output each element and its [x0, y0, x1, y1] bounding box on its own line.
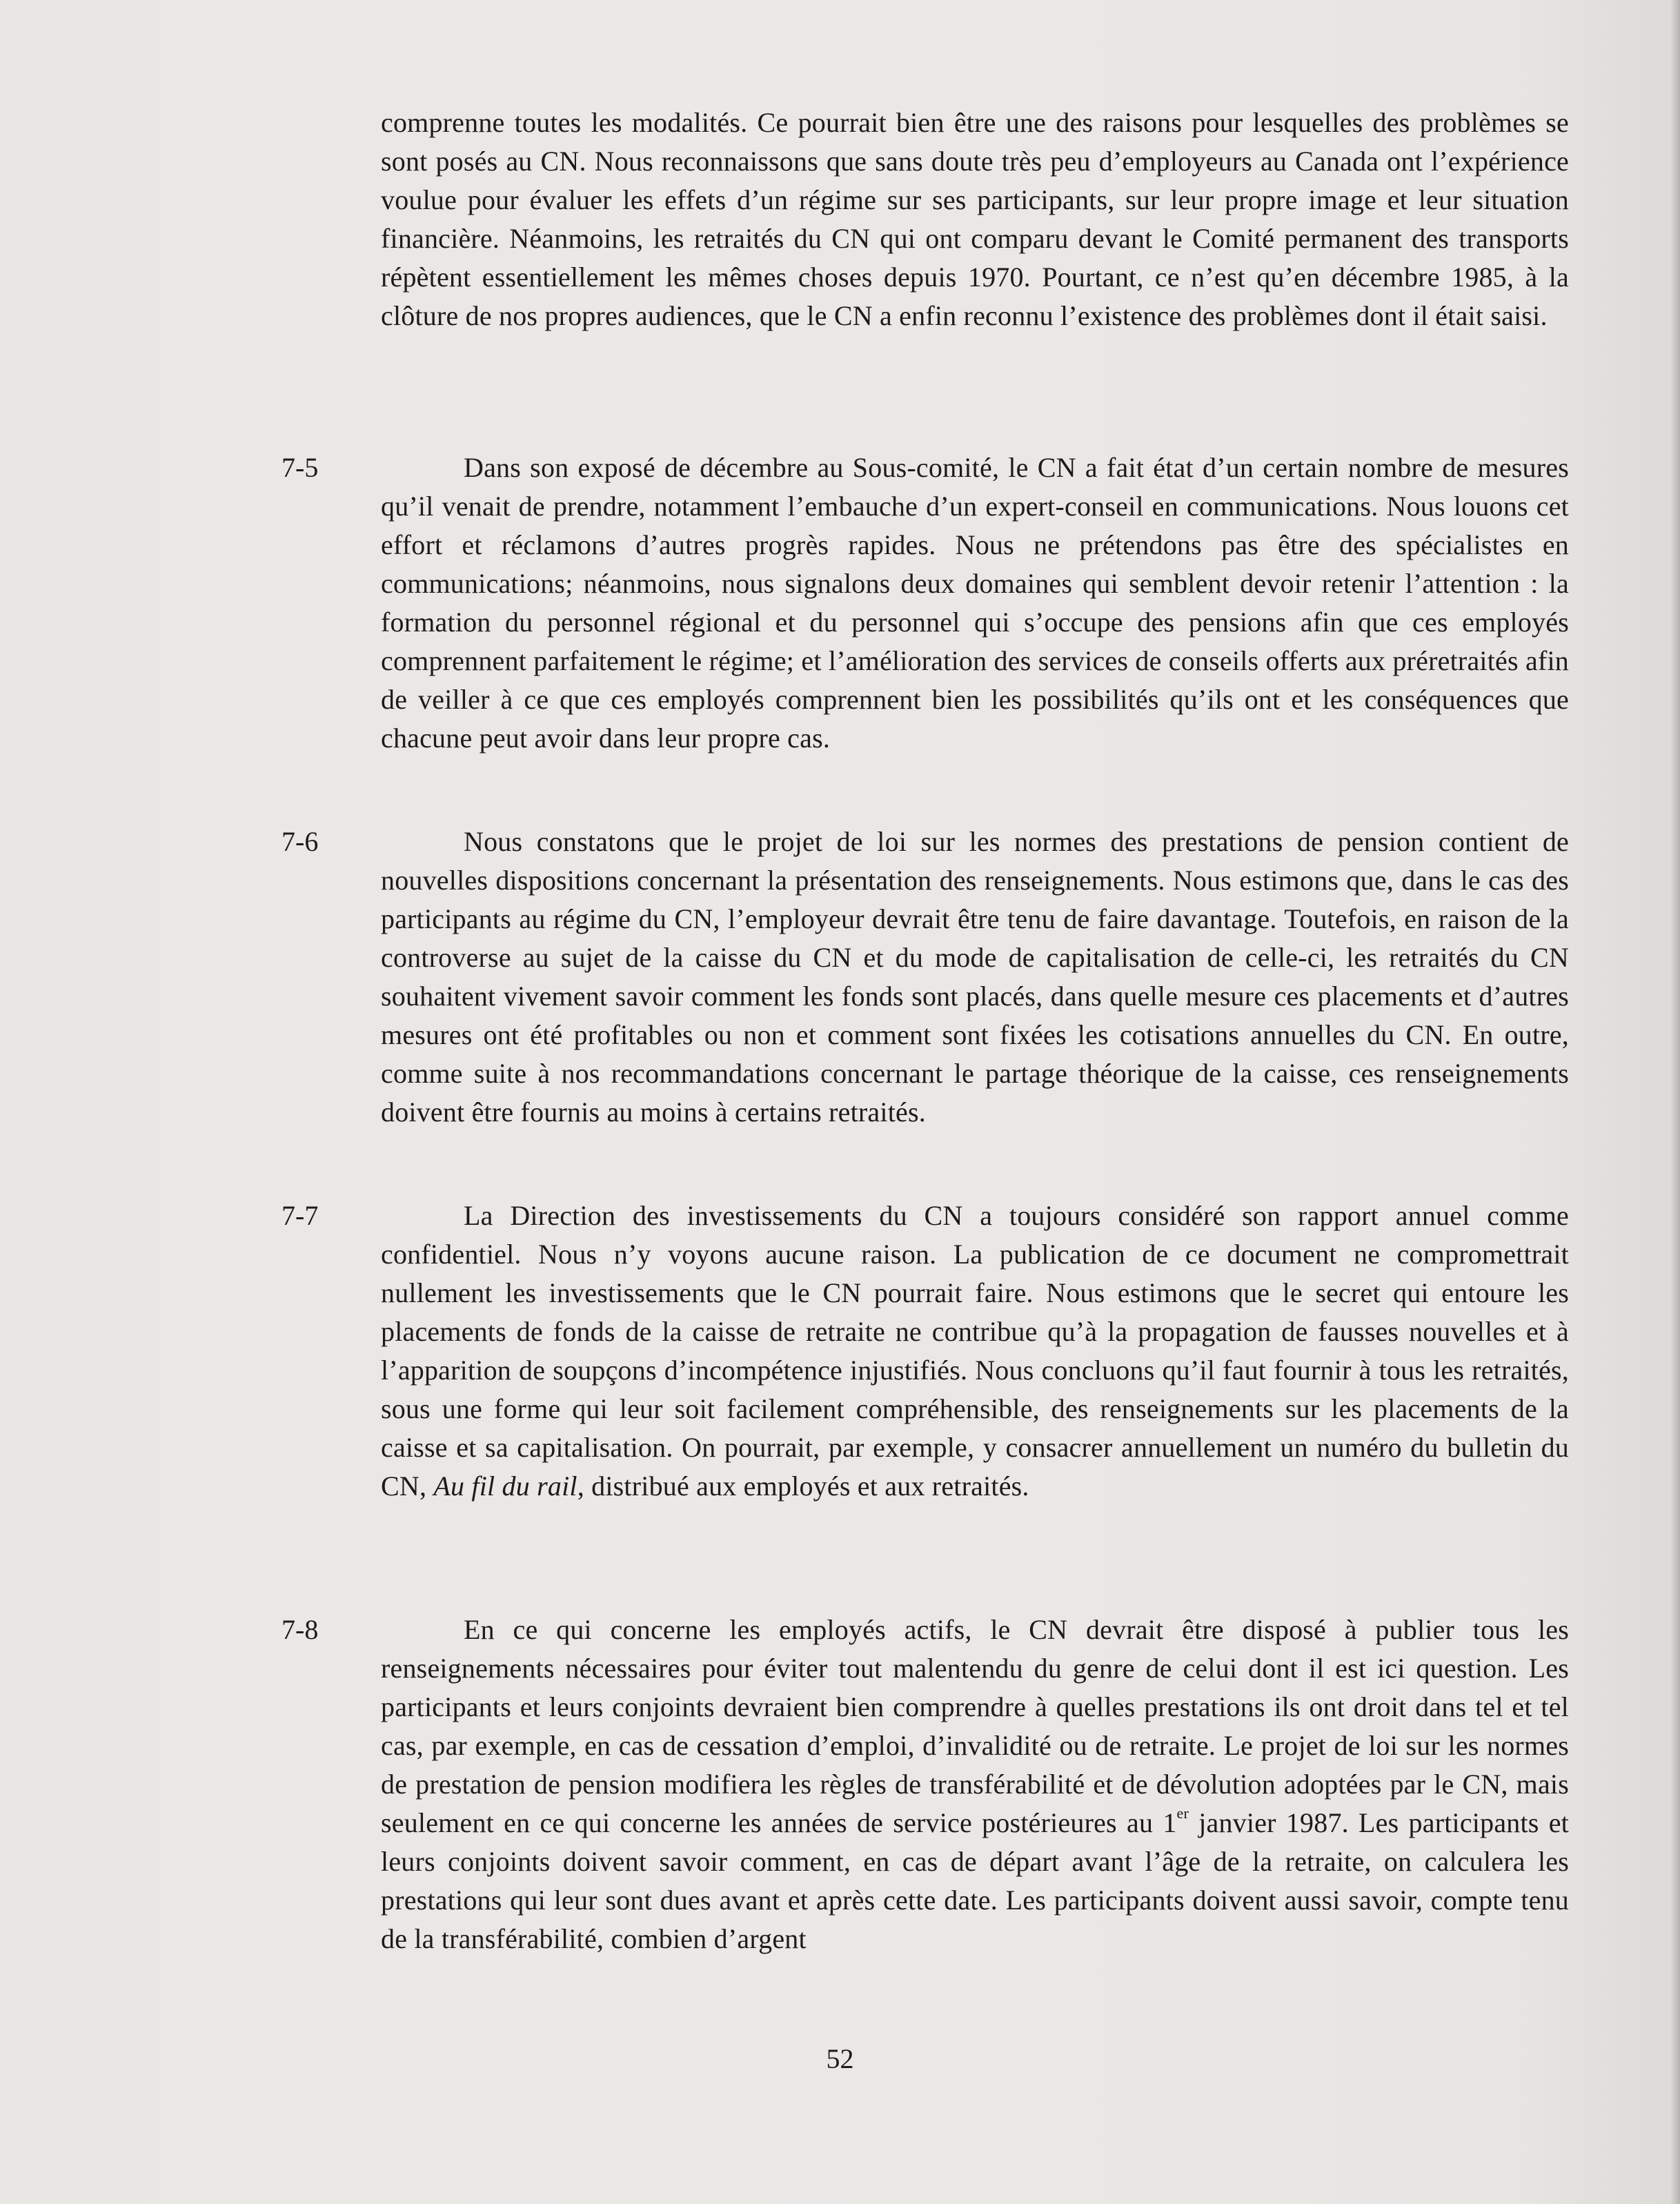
superscript: er: [1176, 1804, 1189, 1822]
page-number: 52: [826, 2043, 854, 2074]
paragraph-7-6: [381, 823, 1569, 1132]
paragraph-text: comprenne toutes les modalités. Ce pourrait bien être une des raisons pour lesquelles des problèmes se sont posés au CN. Nous reconnaissons que sans doute très peu d’employeurs au Canada ont l’expérience voulue pour évaluer les effets d’un régime sur ses participants, sur leur propre image et leur situation financière. Néanmoins, les retraités du CN qui ont comparu devant le Comité permanent des transports répètent essentiellement les mêmes choses depuis 1970. Pourtant, ce n’est qu’en décembre 1985, à la clôture de nos propres audiences, que le CN a enfin reconnu l’existence des problèmes dont il était saisi.: [381, 107, 1569, 331]
paragraph-text: Nous constatons que le projet de loi sur les normes des prestations de pension contient de nouvelles dispositions concernant la présentation des renseignements. Nous estimons que, dans le cas des participants au régime du CN, l’employeur devrait être tenu de faire davantage. Toutefois, en raison de la controverse au sujet de la caisse du CN et du mode de capitalisation de celle-ci, les retraités du CN souhaitent vivement savoir comment les fonds sont placés, dans quelle mesure ces placements et d’autres mesures ont été profitables ou non et comment sont fixées les cotisations annuelles du CN. En outre, comme suite à nos recommandations concernant le partage théorique de la caisse, ces renseignements doivent être fournis au moins à certains retraités.: [381, 826, 1569, 1128]
paragraph-7-7: [381, 1197, 1569, 1506]
paragraph-7-8: [381, 1611, 1569, 1958]
paragraph-number: 7-7: [281, 1200, 319, 1231]
paragraph-text: Dans son exposé de décembre au Sous-comité, le CN a fait état d’un certain nombre de mesures qu’il venait de prendre, notamment l’embauche d’un expert-conseil en communications. Nous louons cet effort et réclamons d’autres progrès rapides. Nous ne prétendons pas être des spécialistes en communications; néanmoins, nous signalons deux domaines qui semblent devoir retenir l’attention : la formation du personnel régional et du personnel qui s’occupe des pensions afin que ces employés comprennent parfaitement le régime; et l’amélioration des services de conseils offerts aux préretraités afin de veiller à ce que ces employés comprennent bien les possibilités qu’ils ont et les conséquences que chacune peut avoir dans leur propre cas.: [381, 452, 1569, 754]
page-edge-shadow: [1670, 0, 1680, 2204]
bulletin-title: Au fil du rail: [433, 1470, 577, 1502]
paragraph-continuation: [381, 104, 1569, 335]
paragraph-text: En ce qui concerne les employés actifs, le CN devrait être disposé à publier tous les renseignements nécessaires pour éviter tout malentendu du genre de celui dont il est ici question. Les participants et leurs conjoints devraient bien comprendre à quelles prestations ils ont droit dans tel et tel cas, par exemple, en cas de cessation d’emploi, d’invalidité ou de retraite. Le projet de loi sur les normes de prestation de pension modifiera les règles de transférabilité et de dévolution adoptées par le CN, mais seulement en ce qui concerne les années de service postérieures au 1: [381, 1614, 1569, 1838]
paragraph-number: 7-8: [281, 1614, 319, 1645]
paragraph-text: , distribué aux employés et aux retraités.: [577, 1470, 1029, 1502]
paragraph-7-5: [381, 449, 1569, 758]
paragraph-text: janvier 1987. Les participants et leurs conjoints doivent savoir comment, en cas de départ avant l’âge de la retraite, on calculera les prestations qui leur sont dues avant et après cette date. Les participants doivent aussi savoir, compte tenu de la transférabilité, combien d’argent: [381, 1807, 1569, 1954]
paragraph-number: 7-5: [281, 452, 319, 483]
paragraph-text: La Direction des investissements du CN a toujours considéré son rapport annuel comme confidentiel. Nous n’y voyons aucune raison. La publication de ce document ne compromettrait nullement les investissements que le CN pourrait faire. Nous estimons que le secret qui entoure les placements de fonds de la caisse de retraite ne contribue qu’à la propagation de fausses nouvelles et à l’apparition de soupçons d’incompétence injustifiés. Nous concluons qu’il faut fournir à tous les retraités, sous une forme qui leur soit facilement compréhensible, des renseignements sur les placements de la caisse et sa capitalisation. On pourrait, par exemple, y consacrer annuellement un numéro du bulletin du CN,: [381, 1200, 1569, 1502]
paragraph-number: 7-6: [281, 826, 319, 857]
